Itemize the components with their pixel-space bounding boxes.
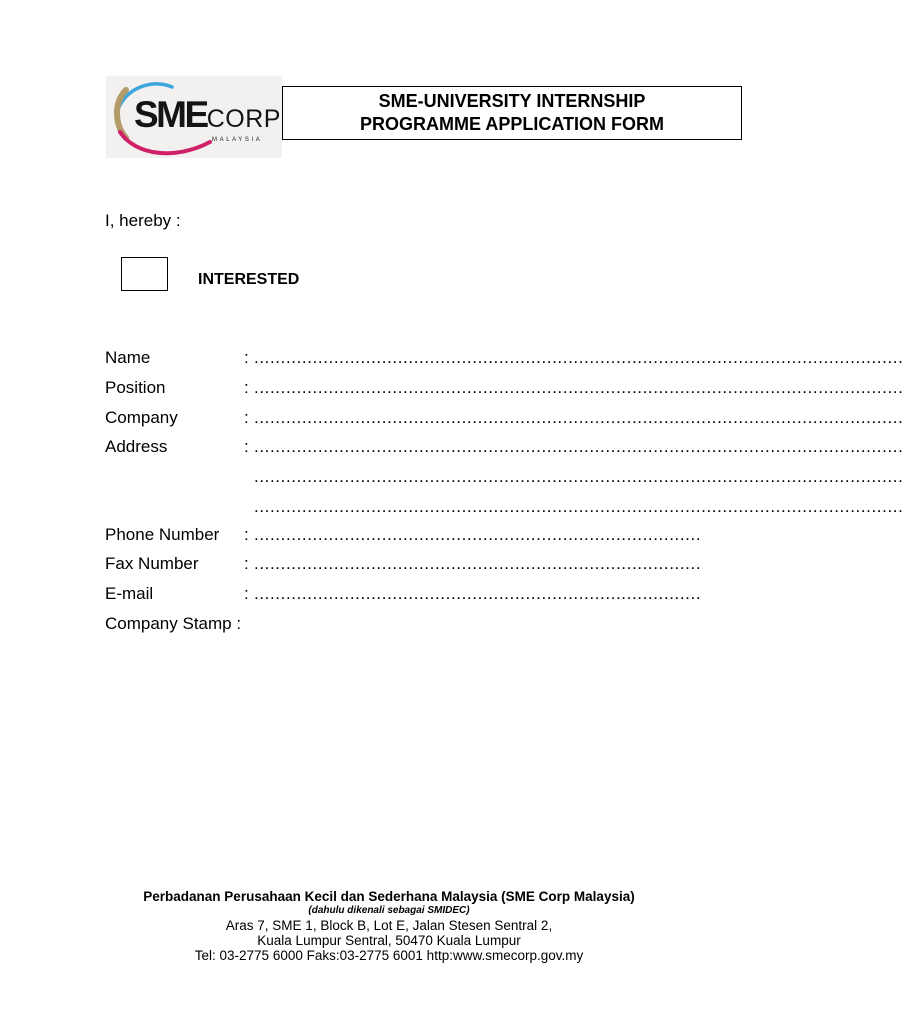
- field-fax-label: Fax Number: [105, 554, 199, 573]
- field-position-input[interactable]: ..........................................................................................................................: [254, 378, 903, 397]
- field-address-colon: :: [244, 437, 249, 456]
- field-phone-label: Phone Number: [105, 525, 220, 544]
- field-company-label: Company: [105, 408, 178, 427]
- footer-address-line-1: Aras 7, SME 1, Block B, Lot E, Jalan Stesen Sentral 2,: [225, 917, 553, 933]
- footer: [0, 890, 778, 964]
- field-address-line-3[interactable]: ..........................................................................................................................: [254, 497, 903, 516]
- logo-magenta-arc: [120, 132, 210, 153]
- form-title-line-1: SME-UNIVERSITY INTERNSHIP: [378, 91, 646, 111]
- field-company-colon: :: [244, 408, 249, 427]
- field-phone-input[interactable]: ....................................................................................: [254, 525, 702, 544]
- logo-sme-text: SME: [134, 94, 207, 135]
- field-name-colon: :: [244, 348, 249, 367]
- intro-text: I, hereby :: [105, 211, 181, 230]
- field-name-input[interactable]: ..........................................................................................................................: [254, 348, 903, 367]
- field-email-colon: :: [244, 584, 249, 603]
- field-position-label: Position: [105, 378, 166, 397]
- field-phone-colon: :: [244, 525, 249, 544]
- field-email-label: E-mail: [105, 584, 154, 603]
- footer-address-line-2: Kuala Lumpur Sentral, 50470 Kuala Lumpur: [257, 932, 521, 948]
- logo-wordmark: [134, 96, 281, 133]
- field-fax-colon: :: [244, 554, 249, 573]
- field-email-input[interactable]: ....................................................................................: [254, 584, 702, 603]
- footer-former-name: (dahulu dikenali sebagai SMIDEC): [308, 904, 470, 916]
- footer-contact: Tel: 03-2775 6000 Faks:03-2775 6001 http:www.smecorp.gov.my: [194, 947, 584, 963]
- field-company-input[interactable]: ..........................................................................................................................: [254, 408, 903, 427]
- logo-country-text: MALAYSIA: [212, 137, 263, 143]
- field-address-line-2[interactable]: ..........................................................................................................................: [254, 467, 903, 486]
- field-address-input[interactable]: ..........................................................................................................................: [254, 437, 903, 456]
- field-address-label: Address: [105, 437, 168, 456]
- interested-checkbox[interactable]: [121, 257, 168, 291]
- field-fax-input[interactable]: ....................................................................................: [254, 554, 702, 573]
- field-position-colon: :: [244, 378, 249, 397]
- footer-organization: Perbadanan Perusahaan Kecil dan Sederhana Malaysia (SME Corp Malaysia): [143, 889, 635, 904]
- logo-corp-text: CORP: [206, 105, 281, 133]
- form-title-line-2: PROGRAMME APPLICATION FORM: [360, 114, 664, 134]
- field-name-label: Name: [105, 348, 151, 367]
- smecorp-logo: [106, 76, 282, 158]
- field-company-stamp-label: Company Stamp :: [105, 614, 242, 633]
- interested-label: INTERESTED: [198, 271, 300, 288]
- form-title-box: [282, 86, 742, 140]
